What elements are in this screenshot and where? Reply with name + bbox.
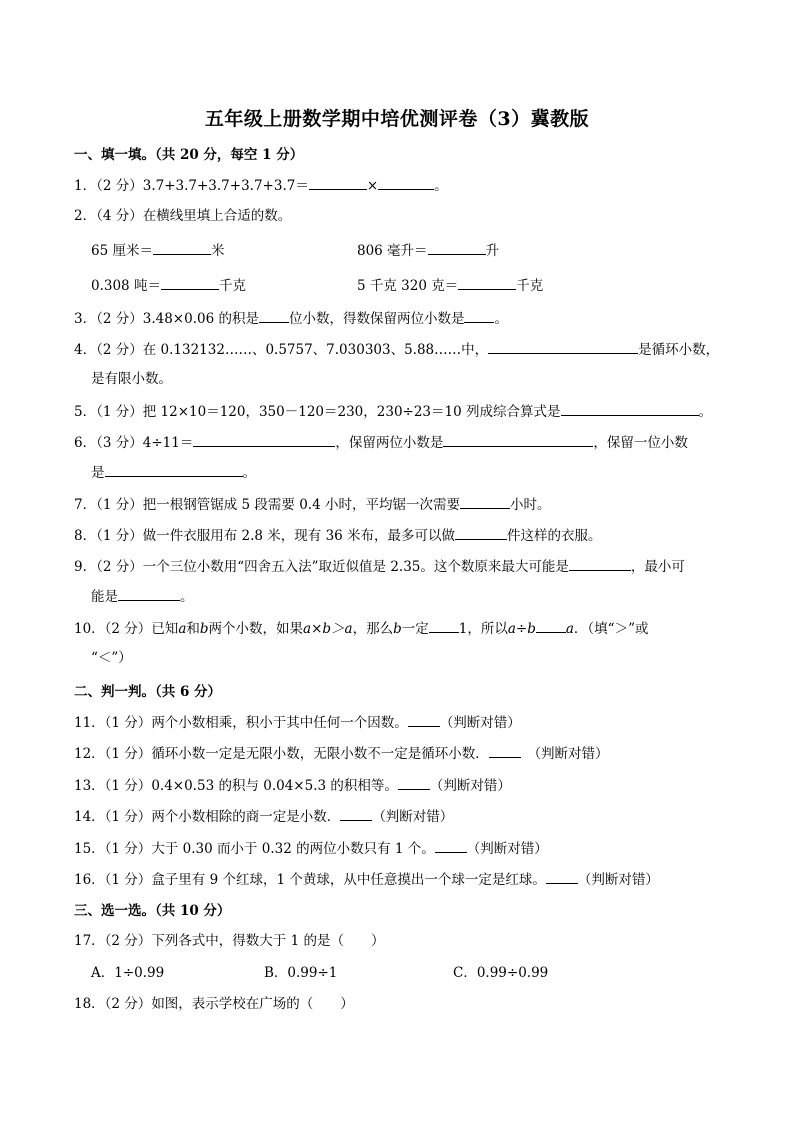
q9-blank-2[interactable]: [118, 587, 180, 601]
q17-option-a[interactable]: A．1÷0.99: [91, 965, 165, 981]
question-16: [74, 870, 734, 889]
q10-t3: 两个小数，如果: [208, 621, 304, 637]
q6-t1: 4÷11＝: [142, 435, 194, 451]
q17-option-c[interactable]: C．0.99÷0.99: [453, 965, 549, 981]
q13-blank[interactable]: [398, 776, 430, 790]
q17-number: 17．（2 分）: [74, 933, 152, 949]
q2-blank-a2[interactable]: [428, 241, 486, 255]
q9-number: 9．（2 分）: [74, 559, 143, 575]
q6-blank-3[interactable]: [105, 463, 243, 477]
q3-number: 3．（2 分）: [74, 311, 143, 327]
q7-t2: 小时。: [509, 497, 551, 513]
q3-t1: 3.48×0.06 的积是: [142, 311, 259, 327]
section-1-heading: 一、填一填。（共 20 分，每空 1 分）: [74, 147, 304, 163]
q10-var-b-2: b: [393, 621, 402, 637]
q9-blank-1[interactable]: [569, 557, 631, 571]
q12-tail: （判断对错）: [534, 746, 609, 762]
question-4-cont: [91, 370, 751, 388]
q11-number: 11．（1 分）: [74, 715, 152, 731]
q1-end: 。: [434, 178, 448, 194]
q16-text: 盒子里有 9 个红球，1 个黄球，从中任意摸出一个球一定是红球。: [151, 872, 546, 888]
q7-number: 7．（1 分）: [74, 497, 143, 513]
q3-t3: 。: [494, 311, 508, 327]
q12-number: 12．（1 分）: [74, 746, 152, 762]
q7-blank-1[interactable]: [460, 495, 510, 509]
question-9: [74, 557, 734, 576]
page-title: 五年级上册数学期中培优测评卷（3）冀教版: [204, 108, 590, 130]
question-7: [74, 495, 734, 514]
q2-text: 在横线里填上合适的数。: [142, 208, 292, 224]
question-10: [74, 619, 734, 638]
q2-b1: 0.308 吨＝: [91, 278, 161, 294]
q10-t1: 已知: [151, 621, 179, 637]
q9-t3: 能是: [91, 589, 118, 605]
q3-t2: 位小数，得数保留两位小数是: [288, 311, 465, 327]
q4-number: 4．（2 分）: [74, 342, 143, 358]
q11-blank[interactable]: [408, 713, 440, 727]
q6-blank-2[interactable]: [443, 433, 593, 447]
q8-blank-1[interactable]: [455, 526, 507, 540]
question-17: [74, 932, 734, 950]
question-15: [74, 839, 734, 858]
q1-blank-2[interactable]: [378, 176, 434, 190]
q5-t1: 把 12×10＝120，350－120＝230，230÷23＝10 列成综合算式是: [142, 404, 561, 420]
q12-blank[interactable]: [489, 744, 521, 758]
question-9-cont: [91, 587, 751, 606]
q17-option-b[interactable]: B．0.99÷1: [264, 965, 338, 981]
q10-t6: 一定: [401, 621, 429, 637]
q10-blank-2[interactable]: [536, 619, 566, 633]
q16-tail: （判断对错）: [577, 872, 659, 888]
question-8: [74, 526, 734, 545]
question-4: [74, 340, 734, 359]
question-11: [74, 713, 734, 732]
question-2-row-1: [91, 241, 751, 260]
q6-blank-1[interactable]: [193, 433, 335, 447]
q6-t4: 是: [91, 465, 105, 481]
q10-expr: a÷b: [507, 621, 536, 637]
q17-text: 下列各式中，得数大于 1 的是（ ）: [151, 933, 385, 949]
question-13: [74, 776, 734, 795]
q7-t1: 把一根钢管锯成 5 段需要 0.4 小时，平均锯一次需要: [142, 497, 460, 513]
q1-expression: 3.7+3.7+3.7+3.7+3.7＝: [142, 178, 309, 194]
q10-blank-1[interactable]: [429, 619, 459, 633]
q9-t1: 一个三位小数用“四舍五入法”取近似值是 2.35。这个数原来最大可能是: [142, 559, 569, 575]
q2-a2-group: [357, 241, 499, 260]
q2-a2: 806 毫升＝: [357, 243, 428, 259]
q9-t2: ，最小可: [630, 559, 685, 575]
section-2-heading: 二、判一判。（共 6 分）: [74, 684, 222, 700]
question-6-cont: [91, 463, 751, 482]
q2-b1-unit: 千克: [218, 278, 246, 294]
q13-tail: （判断对错）: [429, 778, 511, 794]
q1-blank-1[interactable]: [309, 176, 367, 190]
q2-blank-a1[interactable]: [153, 241, 211, 255]
q4-t3: 是有限小数。: [91, 371, 172, 387]
question-5: [74, 402, 734, 421]
q6-t3: ，保留一位小数: [593, 435, 688, 451]
q8-t2: 件这样的衣服。: [507, 528, 602, 544]
q6-t5: 。: [242, 465, 256, 481]
question-2: [74, 207, 734, 225]
q11-tail: （判断对错）: [439, 715, 521, 731]
q10-number: 10．（2 分）: [74, 621, 152, 637]
q2-b2: 5 千克 320 克＝: [357, 278, 459, 294]
q10-var-b: b: [199, 621, 209, 637]
q1-number: 1．（2 分）: [74, 178, 143, 194]
q14-tail: （判断对错）: [372, 809, 454, 825]
q8-number: 8．（1 分）: [74, 528, 143, 544]
q10-t11: “＜”）: [91, 650, 132, 666]
q10-condition: a×b＞a: [303, 621, 353, 637]
q5-blank-1[interactable]: [561, 402, 699, 416]
q6-number: 6．（3 分）: [74, 435, 143, 451]
q14-text: 两个小数相除的商一定是小数．: [151, 809, 341, 825]
q6-t2: ，保留两位小数是: [335, 435, 444, 451]
question-6: [74, 433, 734, 452]
q15-text: 大于 0.30 而小于 0.32 的两位小数只有 1 个。: [151, 841, 435, 857]
question-17-options: [91, 964, 751, 982]
q2-a1-unit: 米: [210, 243, 225, 259]
question-12: [74, 744, 734, 763]
question-18: [74, 995, 734, 1013]
q2-number: 2．（4 分）: [74, 208, 143, 224]
q2-b2-group: [357, 276, 543, 295]
q5-t2: 。: [698, 404, 712, 420]
q3-blank-1[interactable]: [259, 309, 289, 323]
q4-t2: 是循环小数，: [638, 342, 720, 358]
q9-t4: 。: [180, 589, 194, 605]
question-1: [74, 176, 734, 195]
question-10-cont: [91, 649, 751, 667]
q2-a1: 65 厘米＝: [91, 243, 153, 259]
q4-t1: 在 0.132132……、0.5757、7.030303、5.88……中，: [142, 342, 489, 358]
q10-var-a-2: a: [565, 621, 574, 637]
q10-var-a: a: [178, 621, 187, 637]
q3-blank-2[interactable]: [464, 309, 494, 323]
q2-a2-unit: 升: [485, 243, 500, 259]
question-14: [74, 807, 734, 826]
q8-t1: 做一件衣服用布 2.8 米，现有 36 米布，最多可以做: [142, 528, 456, 544]
question-2-row-2: [91, 276, 751, 295]
question-3: [74, 309, 734, 328]
q15-number: 15．（1 分）: [74, 841, 152, 857]
q15-tail: （判断对错）: [466, 841, 548, 857]
q16-blank[interactable]: [546, 870, 578, 884]
q13-number: 13．（1 分）: [74, 778, 152, 794]
q11-text: 两个小数相乘，积小于其中任何一个因数。: [151, 715, 408, 731]
q13-text: 0.4×0.53 的积与 0.04×5.3 的积相等。: [151, 778, 398, 794]
q1-times: ×: [366, 178, 379, 194]
q10-t10: ．（填“＞”或: [573, 621, 649, 637]
q10-t2: 和: [186, 621, 200, 637]
section-3-heading: 三、选一选。（共 10 分）: [74, 903, 231, 919]
q5-number: 5．（1 分）: [74, 404, 143, 420]
q18-text: 如图，表示学校在广场的（ ）: [151, 996, 354, 1012]
q16-number: 16．（1 分）: [74, 872, 152, 888]
q10-t5: ，那么: [352, 621, 394, 637]
q2-b2-unit: 千克: [516, 278, 544, 294]
q14-blank[interactable]: [340, 807, 372, 821]
q2-blank-b1[interactable]: [161, 276, 219, 290]
q4-blank-1[interactable]: [488, 340, 638, 354]
q18-number: 18．（2 分）: [74, 996, 152, 1012]
q10-t7: 1，所以: [458, 621, 508, 637]
q2-blank-b2[interactable]: [458, 276, 516, 290]
q14-number: 14．（1 分）: [74, 809, 152, 825]
q15-blank[interactable]: [435, 839, 467, 853]
q12-text: 循环小数一定是无限小数，无限小数不一定是循环小数．: [151, 746, 489, 762]
